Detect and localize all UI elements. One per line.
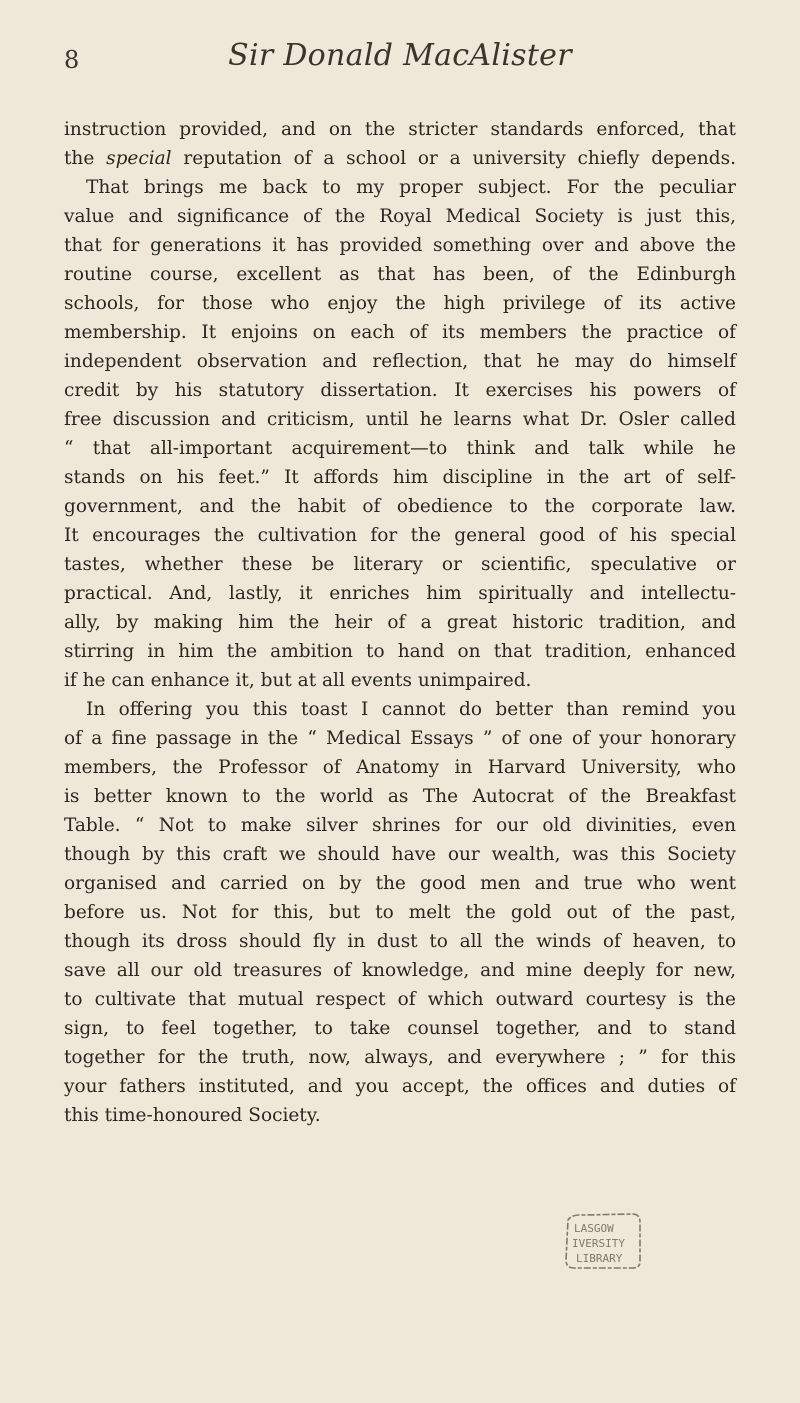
text-line-rest: reputation of a school or a university chiefly depends. (183, 148, 736, 169)
text-line: though by this craft we should have our wealth, was this Society (64, 844, 736, 865)
text-line: value and significance of the Royal Medical Society is just this, (64, 206, 736, 227)
text-line: to cultivate that mutual respect of which outward courtesy is the (64, 989, 736, 1010)
text-line: membership. It enjoins on each of its members the practice of (64, 322, 736, 343)
text-line: though its dross should fly in dust to all the winds of heaven, to (64, 931, 736, 952)
text-line: is better known to the world as The Autocrat of the Breakfast (64, 786, 736, 807)
text-line: schools, for those who enjoy the high privilege of its active (64, 293, 736, 314)
stamp-line-2: IVERSITY (572, 1237, 625, 1250)
library-stamp-icon (562, 1210, 644, 1272)
text-line: your fathers instituted, and you accept, the offices and duties of (64, 1076, 736, 1097)
text-line: free discussion and criticism, until he learns what Dr. Osler called (64, 409, 736, 430)
text-line-prefix: the (64, 148, 95, 169)
text-line: That brings me back to my proper subject. For the peculiar (86, 177, 736, 198)
text-line: that for generations it has provided something over and above the (64, 235, 736, 256)
text-line: practical. And, lastly, it enriches him spiritually and intellectu- (64, 583, 736, 604)
body-text (64, 115, 736, 1130)
text-line: ally, by making him the heir of a great historic tradition, and (64, 612, 736, 633)
text-line: independent observation and reflection, that he may do himself (64, 351, 736, 372)
text-line: of a fine passage in the “ Medical Essays ” of one of your honorary (64, 728, 736, 749)
page-number: 8 (64, 46, 80, 74)
text-line: routine course, excellent as that has been, of the Edinburgh (64, 264, 736, 285)
stamp-line-1: LASGOW (574, 1222, 614, 1235)
running-head: Sir Donald MacAlister (228, 38, 572, 73)
text-line: if he can enhance it, but at all events unimpaired. (64, 670, 532, 691)
text-line: organised and carried on by the good men and true who went (64, 873, 736, 894)
text-line: government, and the habit of obedience to the corporate law. (64, 496, 736, 517)
text-line: members, the Professor of Anatomy in Harvard University, who (64, 757, 736, 778)
text-line: It encourages the cultivation for the general good of his special (64, 525, 736, 546)
text-line: “ that all-important acquirement—to think and talk while he (64, 438, 736, 459)
text-line: In offering you this toast I cannot do better than remind you (86, 699, 736, 720)
text-line (64, 144, 736, 173)
text-line: save all our old treasures of knowledge, and mine deeply for new, (64, 960, 736, 981)
text-line: sign, to feel together, to take counsel together, and to stand (64, 1018, 736, 1039)
stamp-line-3: LIBRARY (576, 1252, 623, 1265)
text-line: Table. “ Not to make silver shrines for our old divinities, even (64, 815, 736, 836)
text-line: instruction provided, and on the stricter standards enforced, that (64, 119, 736, 140)
text-line: together for the truth, now, always, and everywhere ; ” for this (64, 1047, 736, 1068)
text-line: this time-honoured Society. (64, 1105, 321, 1126)
text-line: before us. Not for this, but to melt the gold out of the past, (64, 902, 736, 923)
emphasis-text: special (106, 148, 172, 169)
text-line: stirring in him the ambition to hand on that tradition, enhanced (64, 641, 736, 662)
text-line: credit by his statutory dissertation. It exercises his powers of (64, 380, 736, 401)
text-line: tastes, whether these be literary or scientific, speculative or (64, 554, 736, 575)
text-line: stands on his feet.” It affords him discipline in the art of self- (64, 467, 736, 488)
